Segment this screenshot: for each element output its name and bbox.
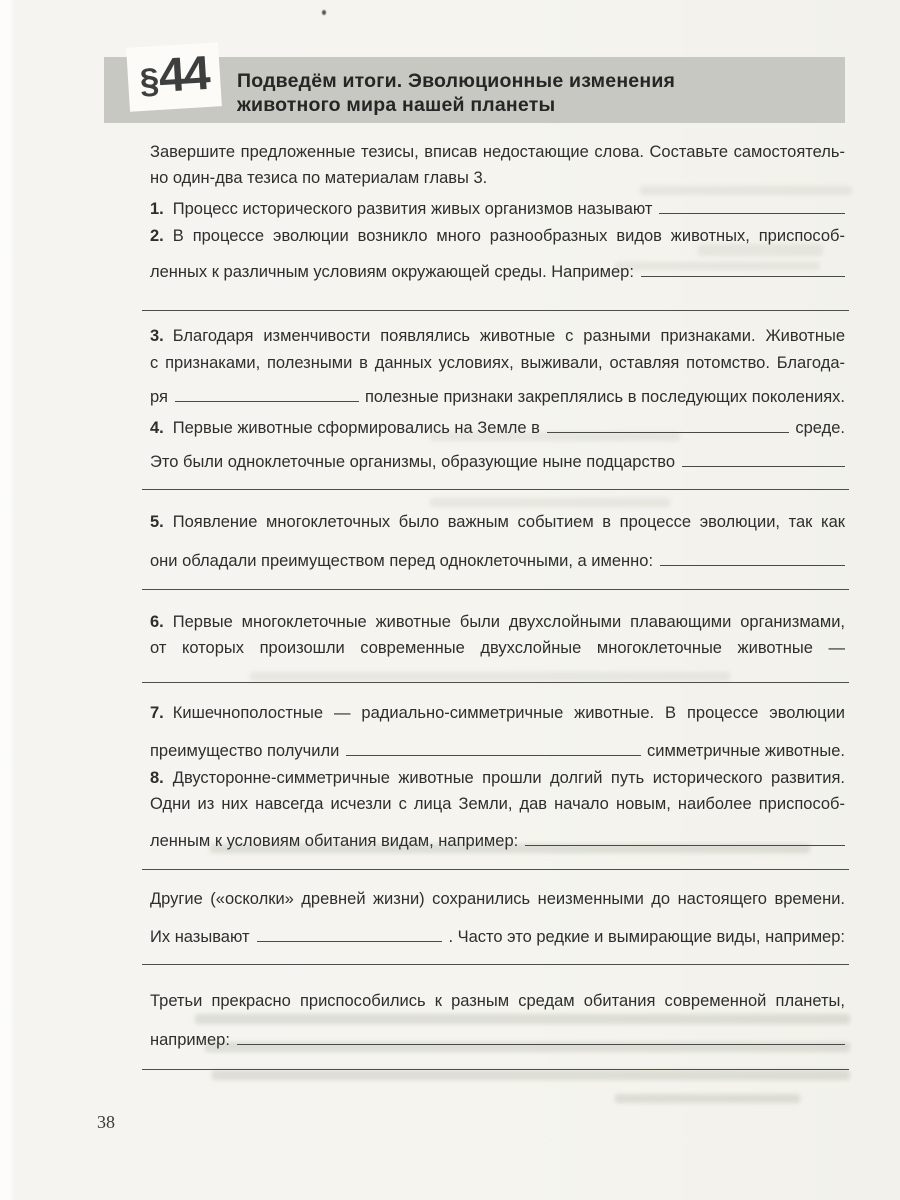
task-line	[150, 1023, 845, 1052]
task-text: Благодаря изменчивости появлялись животные с разными признаками. Животные	[172, 327, 845, 345]
task-number: 1.	[150, 200, 164, 218]
task-line	[150, 701, 845, 725]
answer-line	[142, 310, 849, 311]
task-text: Первые многоклеточные животные были двухслойными плавающими организмами,	[172, 613, 845, 631]
task-text: Первые животные сформировались на Земле в	[172, 419, 540, 437]
task-text: Процесс исторического развития живых организмов называют	[172, 200, 653, 218]
page-title-line1: Подведём итоги. Эволюционные изменения	[237, 70, 676, 92]
task-number: 2.	[150, 227, 164, 245]
task-text: например:	[150, 1031, 230, 1049]
task-text: В процессе эволюции возникло много разнообразных видов животных, приспособ-	[172, 227, 845, 245]
task-line: от которых произошли современные двухслойные многоклеточные животные —	[150, 639, 845, 657]
task-line	[150, 411, 845, 440]
task-text: среде.	[795, 419, 845, 437]
task-line	[150, 192, 845, 221]
task-line	[150, 324, 845, 348]
task-line	[150, 766, 845, 790]
task-line	[150, 920, 845, 949]
task-number: 3.	[150, 327, 164, 345]
task-line	[150, 824, 845, 853]
task-text: преимущество получили	[150, 742, 340, 760]
intro-line: Завершите предложенные тезисы, вписав недостающие слова. Составьте самостоятель-	[150, 143, 845, 161]
task-text: они обладали преимуществом перед одноклеточными, а именно:	[150, 552, 654, 570]
task-line	[150, 734, 845, 763]
task-text: . Часто это редкие и вымирающие виды, например:	[448, 928, 845, 946]
task-text: полезные признаки закреплялись в последующих поколениях.	[364, 388, 845, 406]
task-line	[150, 544, 845, 573]
page-content	[150, 0, 845, 1200]
task-line: с признаками, полезными в данных условиях, выживали, оставляя потомство. Благода-	[150, 354, 845, 372]
task-line	[150, 255, 845, 284]
answer-blank	[660, 544, 845, 566]
answer-line	[142, 964, 849, 965]
task-number: 4.	[150, 419, 164, 437]
section-number: 44	[157, 46, 210, 103]
task-number: 6.	[150, 613, 164, 631]
task-text: Это были одноклеточные организмы, образующие ныне подцарство	[150, 453, 676, 471]
answer-blank	[659, 192, 845, 214]
answer-blank	[346, 734, 641, 756]
answer-line	[142, 682, 849, 683]
task-text: ленным к условиям обитания видам, например:	[150, 832, 519, 850]
task-line: Третьи прекрасно приспособились к разным средам обитания современной планеты,	[150, 992, 845, 1010]
page-title-line2: животного мира нашей планеты	[237, 94, 556, 116]
task-line: Другие («осколки» древней жизни) сохранились неизменными до настоящего времени.	[150, 890, 845, 908]
page-number: 38	[97, 1112, 115, 1132]
task-line	[150, 610, 845, 634]
task-line	[150, 224, 845, 248]
task-number: 8.	[150, 769, 164, 787]
task-line	[150, 445, 845, 474]
answer-line	[142, 489, 849, 490]
answer-blank	[682, 445, 845, 467]
task-text: симметричные животные.	[647, 742, 845, 760]
task-text: ленных к различным условиям окружающей среды. Например:	[150, 263, 634, 281]
answer-blank	[237, 1023, 845, 1045]
intro-line: но один-два тезиса по материалам главы 3.	[150, 169, 488, 187]
task-line	[150, 510, 845, 534]
answer-blank	[257, 920, 443, 942]
answer-blank	[525, 824, 845, 846]
answer-blank	[641, 255, 845, 277]
answer-line	[142, 869, 849, 870]
task-number: 5.	[150, 513, 164, 531]
task-text: ря	[150, 388, 168, 406]
task-number: 7.	[150, 704, 164, 722]
task-line: Одни из них навсегда исчезли с лица Земли, дав начало новым, наиболее приспособ-	[150, 795, 845, 813]
task-text: Их называют	[150, 928, 250, 946]
section-symbol: §	[138, 60, 161, 102]
task-text: Появление многоклеточных было важным событием в процессе эволюции, так как	[172, 513, 845, 531]
answer-blank	[547, 411, 789, 433]
answer-line	[142, 589, 849, 590]
task-text: Двусторонне-симметричные животные прошли долгий путь исторического развития.	[172, 769, 845, 787]
task-text: Кишечнополостные — радиально-симметричные животные. В процессе эволюции	[172, 704, 845, 722]
answer-blank	[175, 380, 359, 402]
task-line	[150, 380, 845, 409]
answer-line	[142, 1069, 849, 1070]
